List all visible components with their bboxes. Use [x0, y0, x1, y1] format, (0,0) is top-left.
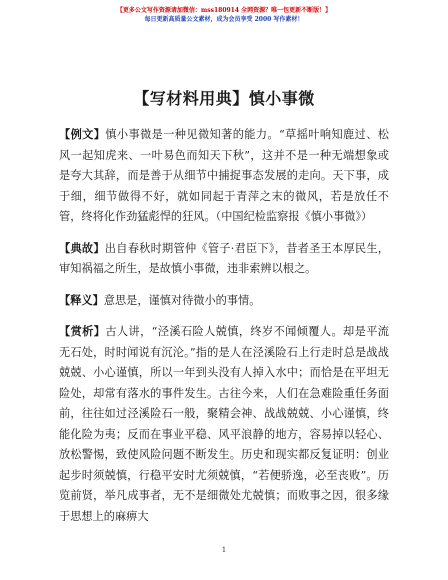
paragraph-text: 古人讲，“泾溪石险人兢慎，终岁不闻倾覆人。却是平流无石处，时时闻说有沉沦。”指的是人在泾溪险石上行走时总是战战兢兢、小心谨慎，所以一年到头没有人掉入水中；而恰是在平坦无险处，却常有落水的事件发生。古往今来，人们在急难险重任务面前，往往如过泾溪险石一般，聚精会神、战战兢兢、小心谨慎，终能化险为夷；反而在事业平稳、风平浪静的地方，容易掉以轻心、放松警惕，致使风险问题不断发生。历史和现实都反复证明：创业起步时须兢慎，行稳平安时尤须兢慎，“若便骄逸，必至丧败”。历览前贤，举凡成事者，无不是细微处尤兢慎；而败事之因，很多缘于思想上的麻痹大 — [59, 325, 389, 523]
paragraph-text: 出自春秋时期管仲《管子·君臣下》，昔者圣王本厚民生，审知祸福之所生，是故慎小事微，违非索辨以根之。 — [59, 241, 389, 275]
banner-line-1: 【更多公文写作资源请加微信：mss180914 全网资源？唯一包更新不断版！】 — [116, 7, 332, 14]
article-title: 【写材料用典】慎小事微 — [133, 89, 315, 108]
paragraph-appreciation — [59, 321, 389, 527]
paragraph-tag: 【赏析】 — [59, 324, 106, 338]
header-banner — [0, 6, 448, 24]
paragraph-allusion — [59, 238, 389, 280]
paragraph-tag: 【例文】 — [59, 127, 106, 141]
paragraph-meaning — [59, 290, 389, 312]
paragraph-example — [59, 124, 389, 228]
article-body — [59, 124, 389, 537]
banner-line-2: 每日更新高质量公文素材，成为会员享受 2000 写作素材！ — [144, 16, 304, 23]
paragraph-text: 意思是，谨慎对待微小的事情。 — [103, 293, 261, 307]
page-number: 1 — [221, 546, 227, 554]
paragraph-text: 慎小事微是一种见微知著的能力。“草摇叶响知鹿过、松风一起知虎来、一叶易色而知天下秋”，这并不是一种无端想象或是夸大其辞，而是善于从细节中捕捉事态发展的走向。天下事，成于细，细节做得不好，就如同起于青萍之末的微风，若是放任不管，终将化作劲猛彪悍的狂风。（中国纪检监察报《慎小事微》） — [59, 128, 389, 223]
paragraph-tag: 【释义】 — [59, 292, 104, 307]
paragraph-tag: 【典故】 — [59, 240, 105, 255]
